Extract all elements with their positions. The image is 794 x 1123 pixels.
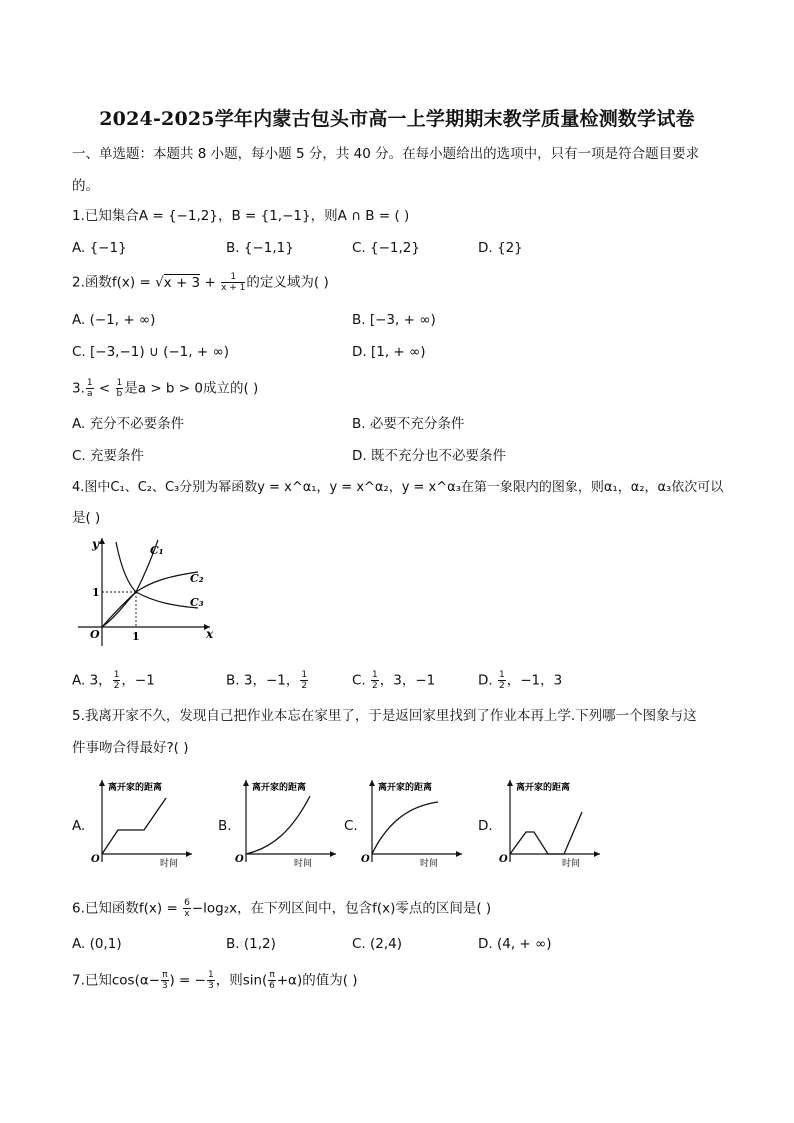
question-1-stem: 1.已知集合A = {−1,2}，B = {1,−1}，则A ∩ B = ( ) — [72, 208, 410, 224]
q2-frac-den: x + 1 — [221, 283, 246, 293]
label-c1: C₁ — [150, 544, 164, 557]
q3-stem-suffix: 是a > b > 0成立的( ) — [124, 380, 259, 397]
q1-option-b: B. {−1,1} — [226, 240, 294, 256]
power-function-graph — [70, 532, 220, 652]
q2-option-d: D. [1, + ∞) — [352, 344, 426, 360]
q2-option-c: C. [−3,−1) ∪ (−1, + ∞) — [72, 344, 229, 360]
q6-option-a: A. (0,1) — [72, 936, 122, 952]
y-axis-arrow — [99, 538, 105, 544]
graph-b-curve — [246, 796, 310, 854]
q2-stem-suffix: 的定义域为( ) — [246, 274, 329, 291]
question-3-stem — [72, 378, 258, 399]
q5-option-c-letter: C. — [344, 818, 358, 834]
svg-text:时间: 时间 — [562, 859, 581, 868]
graph-tick-x: 1 — [132, 630, 140, 643]
q3-lt: < — [94, 380, 115, 397]
q2-frac-num: 1 — [221, 272, 245, 283]
q3-fraction-1 — [86, 378, 94, 399]
page-title: 2024-2025学年内蒙古包头市高一上学期期末教学质量检测数学试卷 — [99, 108, 695, 130]
label-c2: C₂ — [190, 572, 204, 585]
graph-y-label: y — [92, 537, 99, 551]
svg-text:时间: 时间 — [160, 859, 179, 868]
svg-text:离开家的距离: 离开家的距离 — [108, 783, 163, 793]
q1-option-d: D. {2} — [478, 240, 523, 256]
svg-text:O: O — [499, 854, 508, 865]
svg-text:离开家的距离: 离开家的距离 — [516, 783, 571, 793]
question-2-stem — [72, 272, 329, 293]
q5-option-a-letter: A. — [72, 818, 86, 834]
q3-frac1-den: a — [87, 389, 93, 399]
q2-plus: + — [200, 274, 221, 291]
graph-a-line — [102, 798, 166, 854]
question-4-stem-cont: 是( ) — [72, 510, 101, 526]
q2-stem-prefix: 2.函数f(x) = — [72, 274, 156, 291]
q1-option-c: C. {−1,2} — [352, 240, 420, 256]
svg-text:时间: 时间 — [420, 859, 439, 868]
q5-graph-c — [358, 776, 468, 868]
q6-option-d: D. (4, + ∞) — [478, 936, 552, 952]
q3-option-c: C. 充要条件 — [72, 448, 145, 464]
q3-frac2-den: b — [116, 389, 123, 399]
q4-option-a: A. 3， $\frac{1}{2}$ ，−1 — [72, 670, 155, 691]
section-heading: 一、单选题：本题共 8 小题，每小题 5 分，共 40 分。在每小题给出的选项中，只有一项是符合题目要求 — [72, 146, 700, 162]
svg-text:O: O — [235, 854, 244, 865]
question-6-stem: 6.已知函数f(x) = $\frac{6}{x}$ −log₂x，在下列区间中，包含f(x)零点的区间是( ) — [72, 898, 492, 919]
q6-option-c: C. (2,4) — [352, 936, 403, 952]
graph-c-curve — [372, 802, 438, 854]
graph-x-label: x — [206, 627, 214, 641]
q1-option-a: A. {−1} — [72, 240, 127, 256]
q2-option-b: B. [−3, + ∞) — [352, 312, 436, 328]
q2-option-a: A. (−1, + ∞) — [72, 312, 156, 328]
q2-sqrt-arg: x + 3 — [163, 274, 201, 291]
section-heading-cont: 的。 — [72, 178, 99, 194]
q3-option-d: D. 既不充分也不必要条件 — [352, 448, 506, 464]
question-7-stem: 7.已知cos(α− $\frac{\pi}{3}$ ) = − $\frac{1}{3}$ ，则sin( $\frac{\pi}{6}$ +α)的值为( ) — [72, 970, 358, 991]
question-5-stem-cont: 件事吻合得最好?( ) — [72, 740, 189, 756]
graph-tick-y: 1 — [92, 586, 100, 599]
svg-text:时间: 时间 — [294, 859, 313, 868]
q3-option-b: B. 必要不充分条件 — [352, 416, 465, 432]
sqrt-sign: √ — [155, 274, 164, 291]
label-c3: C₃ — [190, 596, 204, 609]
q3-num: 3. — [72, 380, 85, 397]
q4-option-c: C. $\frac{1}{2}$ ，3，−1 — [352, 670, 436, 691]
q3-option-a: A. 充分不必要条件 — [72, 416, 185, 432]
q4-option-b: B. 3，−1， $\frac{1}{2}$ — [226, 670, 308, 691]
question-5-stem: 5.我离开家不久，发现自己把作业本忘在家里了，于是返回家里找到了作业本再上学.下列哪一个图象与这 — [72, 708, 697, 724]
q5-graph-b — [232, 776, 342, 868]
svg-text:离开家的距离: 离开家的距离 — [378, 783, 433, 793]
q5-option-d-letter: D. — [478, 818, 493, 834]
q3-frac2-num: 1 — [116, 378, 123, 388]
q6-fraction: $\frac{6}{x}$ — [184, 898, 190, 919]
curve-c2 — [102, 572, 198, 627]
graph-origin: O — [90, 628, 100, 641]
q4-option-d: D. $\frac{1}{2}$ ，−1，3 — [478, 670, 563, 691]
question-4-stem: 4.图中C₁、C₂、C₃分别为幂函数y = x^α₁，y = x^α₂，y = x^α₃在第一象限内的图象，则α₁，α₂，α₃依次可以 — [72, 480, 724, 495]
svg-text:离开家的距离: 离开家的距离 — [252, 783, 307, 793]
q5-option-b-letter: B. — [218, 818, 232, 834]
q3-fraction-2 — [116, 378, 124, 399]
q2-fraction — [221, 272, 245, 293]
q6-option-b: B. (1,2) — [226, 936, 276, 952]
q5-graph-a — [88, 776, 198, 868]
svg-text:O: O — [361, 854, 370, 865]
graph-d-line — [510, 812, 582, 854]
q3-frac1-num: 1 — [86, 378, 93, 388]
q5-graph-d — [496, 776, 606, 868]
svg-text:O: O — [91, 854, 100, 865]
